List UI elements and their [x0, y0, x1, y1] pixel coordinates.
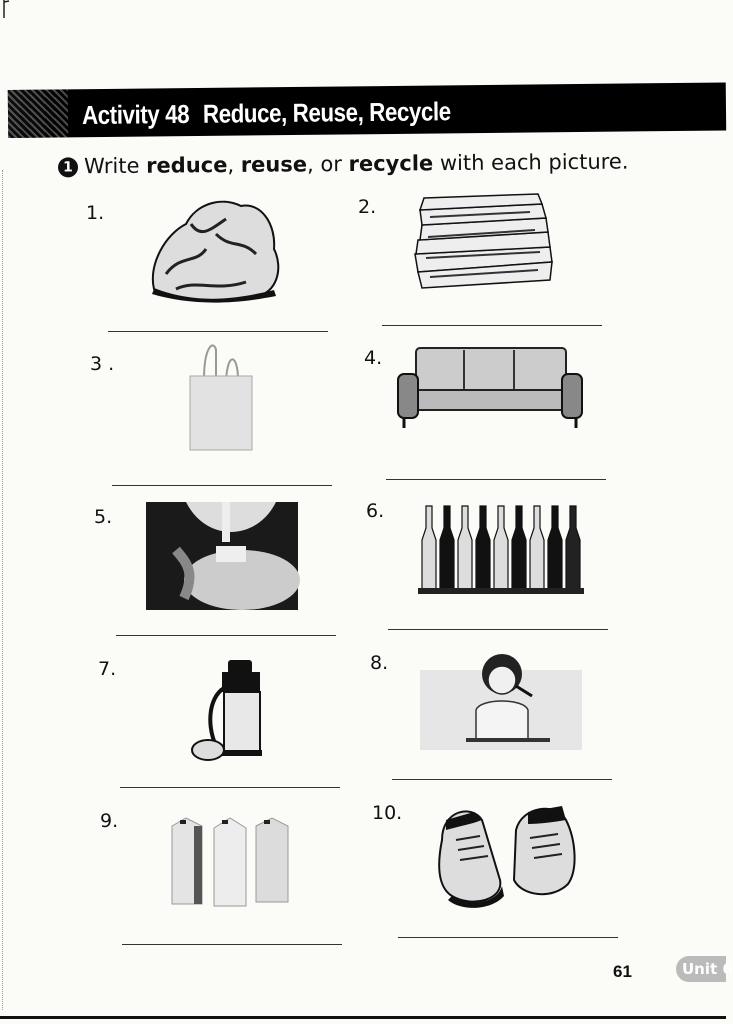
answer-line-1[interactable]: [108, 331, 328, 332]
item-number: 1.: [86, 202, 105, 224]
sneakers-image: [432, 800, 580, 910]
item-number: 3 .: [90, 353, 115, 375]
answer-line-9[interactable]: [122, 944, 342, 945]
word-reuse: reuse: [240, 152, 308, 177]
unit-tab: Unit 6: [676, 956, 726, 982]
item-number: 6.: [366, 500, 385, 522]
instruction-text: 1 Write reduce, reuse, or recycle with each picture.: [58, 150, 629, 179]
margin-dots: [2, 170, 5, 1010]
item-number: 4.: [364, 347, 383, 369]
bottom-border: [0, 1016, 726, 1019]
sofa-image: [394, 344, 584, 430]
tote-bag-image: [186, 340, 256, 452]
boy-brushing-teeth-image: [420, 650, 582, 752]
newspaper-stack-image: [410, 192, 558, 292]
glass-bottles-image: [414, 500, 586, 596]
milk-cartons-image: [168, 816, 296, 908]
answer-line-7[interactable]: [120, 787, 340, 788]
answer-line-8[interactable]: [392, 779, 612, 780]
thermos-bottle-image: [188, 658, 268, 768]
answer-line-5[interactable]: [116, 635, 336, 636]
answer-line-4[interactable]: [386, 479, 606, 480]
activity-name: Reduce, Reuse, Recycle: [202, 96, 451, 129]
item-number: 9.: [100, 810, 119, 832]
item-number: 8.: [370, 652, 389, 674]
answer-line-6[interactable]: [388, 629, 608, 630]
instruction-number-marker: 1: [58, 157, 78, 177]
answer-line-10[interactable]: [398, 937, 618, 938]
activity-title: [82, 96, 451, 131]
crumpled-clothes-image: [146, 194, 286, 304]
page-number: 61: [613, 962, 632, 981]
activity-number: Activity 48: [81, 98, 190, 130]
item-number: 7.: [98, 658, 117, 680]
answer-line-3[interactable]: [112, 485, 332, 486]
item-number: 2.: [358, 196, 377, 218]
corner-crop-mark: [2, 0, 10, 18]
answer-line-2[interactable]: [382, 325, 602, 326]
faucet-running-image: [146, 502, 298, 610]
item-number: 10.: [372, 802, 403, 824]
word-recycle: recycle: [348, 151, 434, 176]
word-reduce: reduce: [146, 153, 228, 178]
item-number: 5.: [94, 506, 113, 528]
